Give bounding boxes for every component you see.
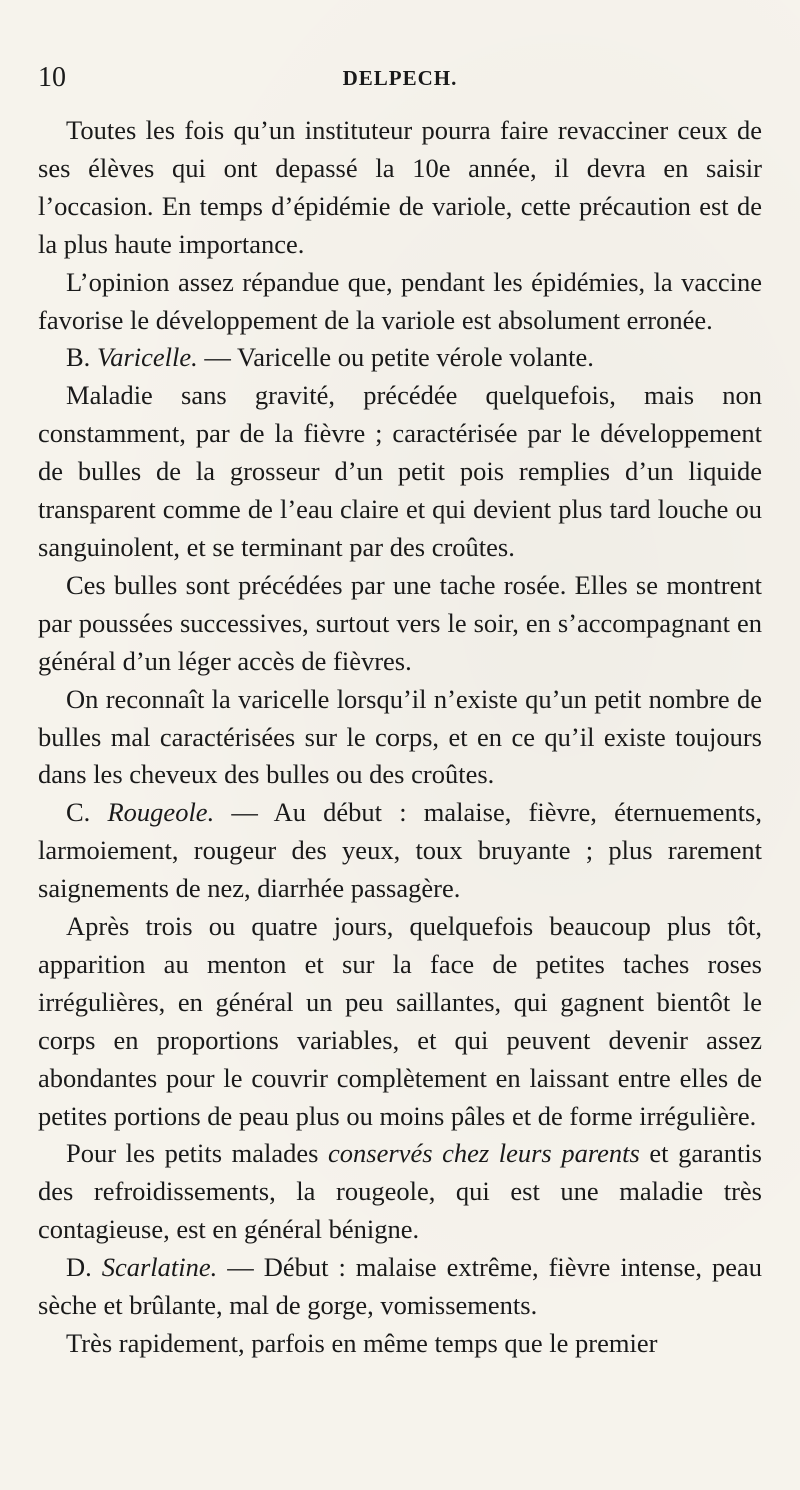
text-segment: Pour les petits malades	[66, 1138, 329, 1169]
section-rest-varicelle: — Varicelle ou petite vérole volante.	[197, 342, 594, 373]
paragraph-rougeole-heading	[38, 794, 762, 908]
paragraph-scarlatine-heading	[38, 1249, 762, 1325]
section-term-scarlatine: Scarlatine.	[101, 1252, 218, 1283]
section-term-rougeole: Rougeole.	[107, 797, 215, 828]
paragraph-vaccine-opinion: L’opinion assez répandue que, pendant les épidémies, la vaccine favorise le développement de la variole est absolument erronée.	[38, 266, 762, 335]
paragraph-reconnaissance: On reconnaît la varicelle lorsqu’il n’existe qu’un petit nombre de bulles mal caractérisées sur le corps, et en ce qu’il existe toujours dans les cheveux des bulles ou des croûtes.	[38, 683, 762, 790]
body-text	[38, 112, 762, 1363]
page-number: 10	[38, 62, 66, 93]
paragraph-continuation: Très rapidement, parfois en même temps que le premier	[66, 1328, 658, 1358]
section-term-varicelle: Varicelle.	[96, 342, 198, 373]
section-rest-scarlatine: — Début : malaise extrême, fièvre intense, peau sèche et brûlante, mal de gorge, vomissements.	[38, 1252, 762, 1321]
paragraph-rougeole-benigne	[38, 1135, 762, 1249]
section-rest-rougeole: — Au début : malaise, fièvre, éternuements, larmoiement, rougeur des yeux, toux bruyante ; plus rarement saignements de nez, diarrhée passagère.	[38, 797, 762, 904]
paragraph-varicelle-heading	[38, 339, 762, 377]
section-label-b: B.	[66, 342, 91, 373]
text-segment: et garantis des refroidissements, la rougeole, qui est une maladie très contagieuse, est en général bénigne.	[38, 1138, 762, 1245]
section-label-c: C.	[66, 797, 91, 828]
section-label-d: D.	[66, 1252, 92, 1283]
paragraph-rougeole-eruption: Après trois ou quatre jours, quelquefois beaucoup plus tôt, apparition au menton et sur la face de petites taches roses irrégulières, en général un peu saillantes, qui gagnent bientôt le corps en proportions variables, et qui peuvent devenir assez abondantes pour le couvrir complètement en laissant entre elles de petites portions de peau plus ou moins pâles et de forme irrégulière.	[38, 911, 762, 1131]
italic-phrase: conservés chez leurs parents	[328, 1138, 640, 1169]
paragraph-revaccination: Toutes les fois qu’un instituteur pourra faire revacciner ceux de ses élèves qui ont depassé la 10e année, il devra en saisir l’occasion. En temps d’épidémie de variole, cette précaution est de la plus haute importance.	[38, 115, 762, 259]
paragraph-bulles: Ces bulles sont précédées par une tache rosée. Elles se montrent par poussées successives, surtout vers le soir, en s’accompagnant en général d’un léger accès de fièvres.	[38, 569, 762, 676]
paragraph-varicelle-description: Maladie sans gravité, précédée quelquefois, mais non constamment, par de la fièvre ; caractérisée par le développement de bulles de la grosseur d’un petit pois remplies d’un liquide transparent comme de l’eau claire et qui devient plus tard louche ou sanguinolent, et se terminant par des croûtes.	[38, 380, 762, 562]
running-head: DELPECH.	[342, 66, 458, 90]
page-header	[38, 62, 762, 102]
